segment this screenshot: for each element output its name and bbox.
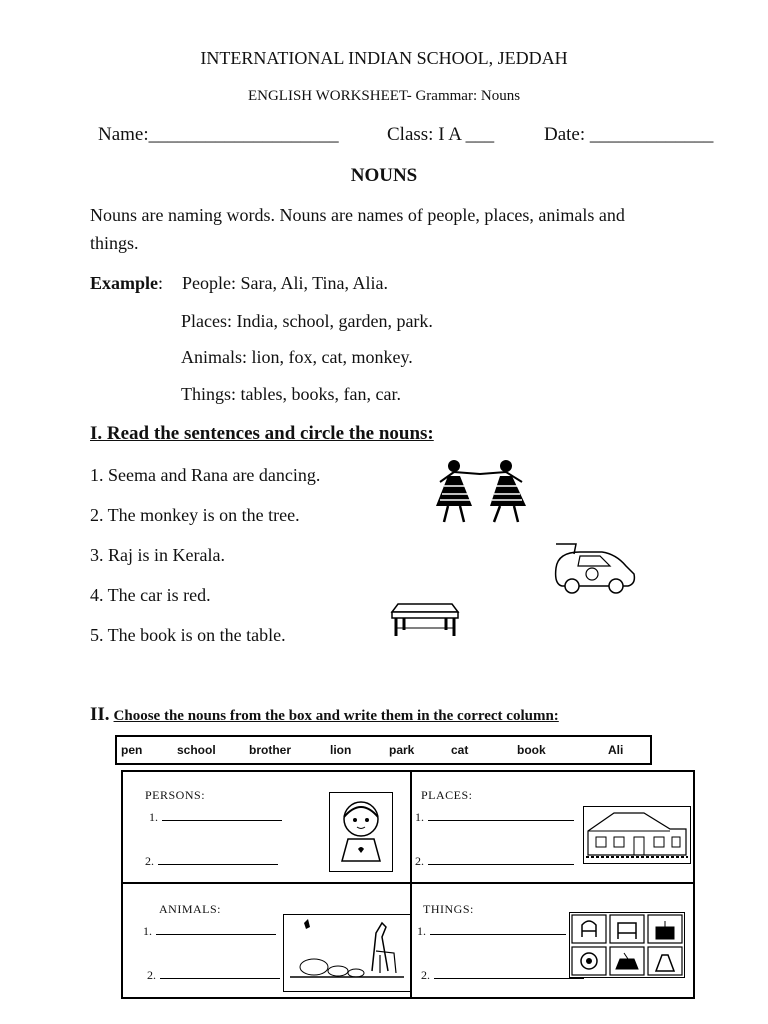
things-line-1[interactable] [417,924,566,939]
house-image [583,806,691,864]
sentence-5: 5. The book is on the table. [90,625,286,645]
school-name: INTERNATIONAL INDIAN SCHOOL, JEDDAH [200,48,568,68]
word-box [115,735,652,765]
section-2-numeral: II. [90,704,110,725]
animals-line-2-number: 2. [147,968,156,982]
places-line-1[interactable] [415,810,574,825]
things-line-2[interactable] [421,968,584,983]
things-line-1-number: 1. [417,924,426,938]
section-2-instruction: Choose the nouns from the box and write them in the correct column: [113,708,559,724]
animals-label: ANIMALS: [159,902,222,916]
animals-line-1[interactable] [143,924,276,939]
example-label: Example [90,273,159,293]
persons-line-1-number: 1. [149,810,158,824]
word-pen: pen [121,743,143,757]
word-ali: Ali [608,743,624,757]
sentence-1: 1. Seema and Rana are dancing. [90,465,321,485]
class-field: Class: I A ___ [387,124,495,145]
name-field: Name:____________________ [98,124,339,145]
things-line-2-number: 2. [421,968,430,982]
sentence-4: 4. The car is red. [90,585,211,605]
things-label: THINGS: [423,902,474,916]
example-animals: Animals: lion, fox, cat, monkey. [181,347,413,367]
worksheet-subtitle: ENGLISH WORKSHEET- Grammar: Nouns [247,88,521,104]
animals-image [283,914,411,992]
things-image [569,912,685,978]
intro-line-1: Nouns are naming words. Nouns are names of people, places, animals and [90,205,625,225]
animals-line-1-number: 1. [143,924,152,938]
word-cat: cat [451,743,469,757]
intro-line-2: things. [90,233,139,253]
table-image [388,598,460,640]
places-label: PLACES: [421,788,473,802]
places-line-2[interactable] [415,854,574,869]
example-label-row [90,273,163,294]
persons-line-2-number: 2. [145,854,154,868]
example-people: People: Sara, Ali, Tina, Alia. [182,273,389,293]
example-places: Places: India, school, garden, park. [181,311,433,331]
sentence-3: 3. Raj is in Kerala. [90,545,225,565]
example-colon: : [158,273,164,293]
word-book: book [517,743,546,757]
word-lion: lion [330,743,352,757]
sorting-grid [121,770,695,999]
persons-label: PERSONS: [145,788,206,802]
word-park: park [389,743,415,757]
page-title: NOUNS [350,165,418,186]
date-field: Date: _____________ [544,124,714,145]
grid-divider-horizontal [123,882,693,884]
animals-line-2[interactable] [147,968,280,983]
places-line-1-number: 1. [415,810,424,824]
dancing-girls-image [432,456,530,528]
word-brother: brother [249,743,291,757]
car-image [550,540,640,598]
section-2-heading [90,704,559,726]
girl-image [329,792,393,872]
word-school: school [177,743,216,757]
persons-line-2[interactable] [145,854,278,869]
places-line-2-number: 2. [415,854,424,868]
example-things: Things: tables, books, fan, car. [181,384,401,404]
sentence-2: 2. The monkey is on the tree. [90,505,300,525]
section-1-heading: I. Read the sentences and circle the nouns: [90,423,434,444]
persons-line-1[interactable] [149,810,282,825]
